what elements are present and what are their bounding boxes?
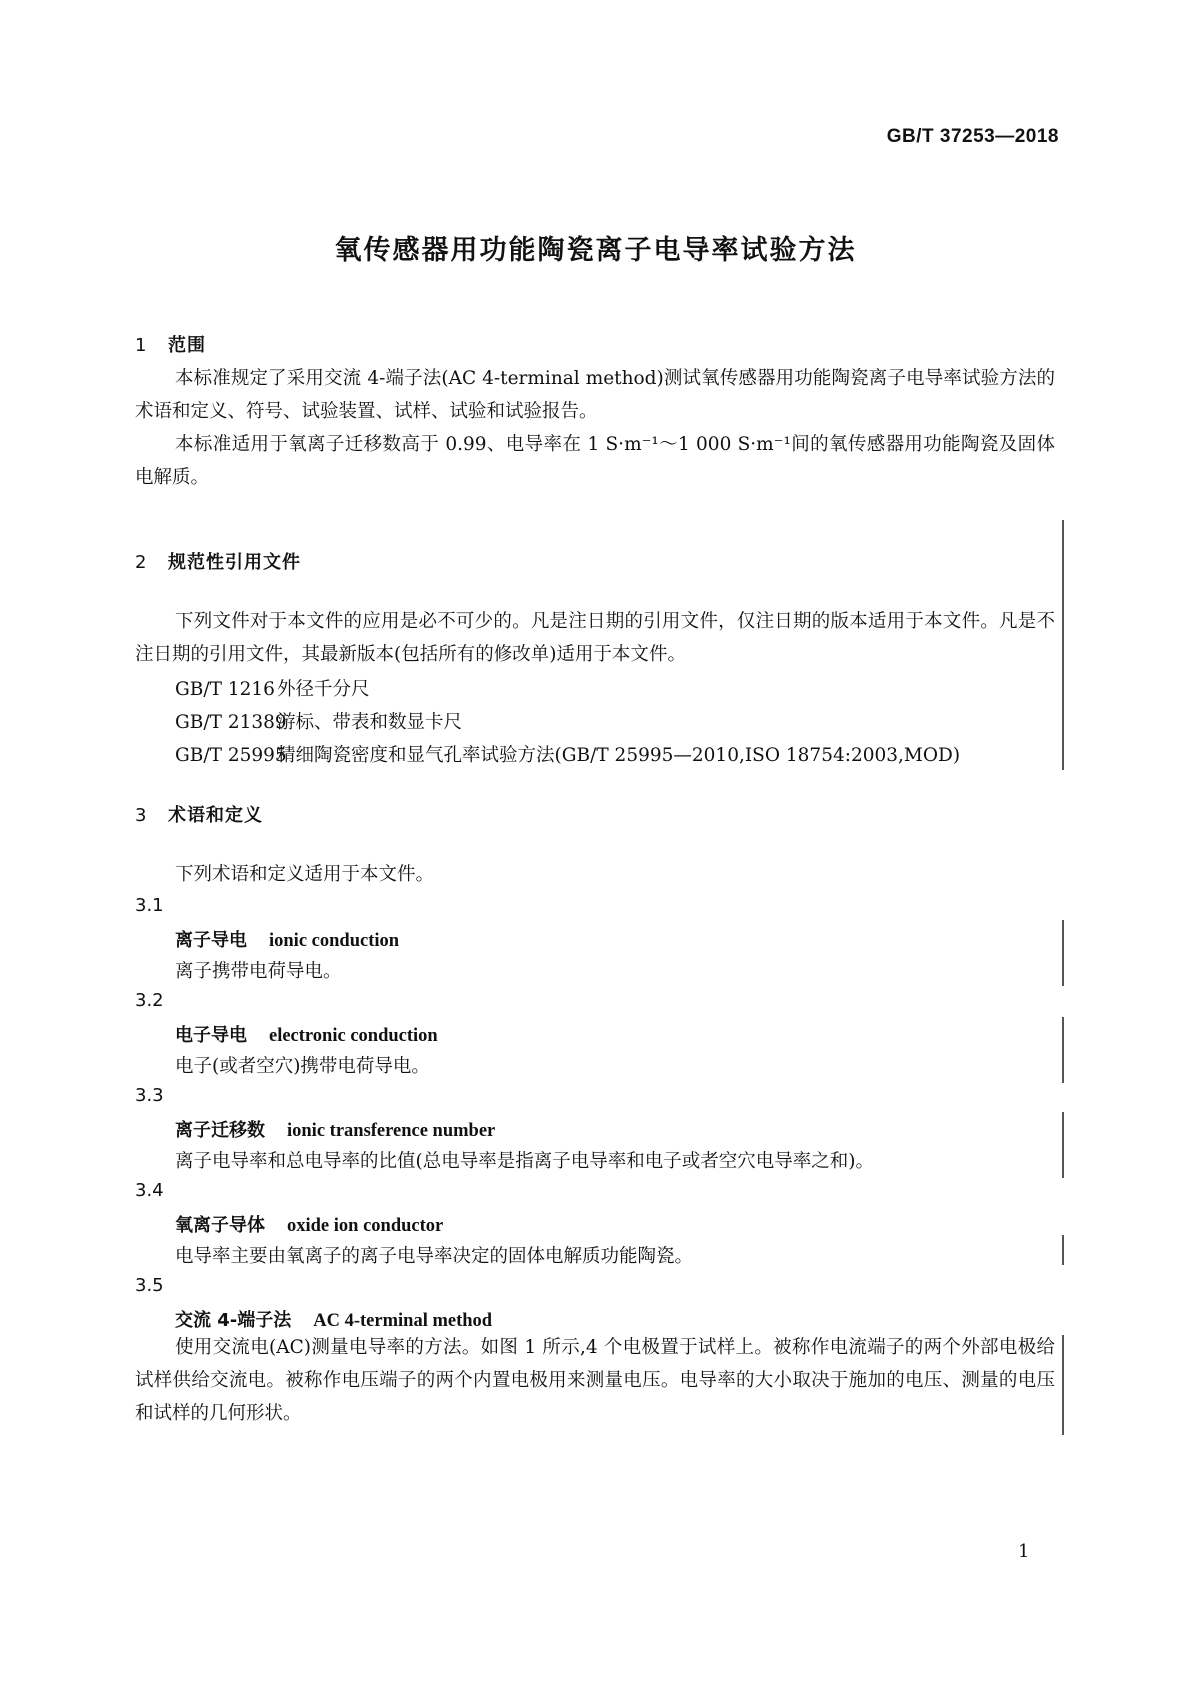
revision-bar: [1062, 520, 1064, 770]
term-definition: 电导率主要由氧离子的离子电导率决定的固体电解质功能陶瓷。: [175, 1246, 694, 1267]
section-3-title: 术语和定义: [168, 805, 263, 826]
term-chinese: 离子迁移数: [175, 1120, 265, 1141]
reference-item: [175, 708, 462, 734]
term-english: ionic conduction: [269, 931, 400, 951]
term-number: 3.4: [135, 1180, 164, 1201]
term-definition: 使用交流电(AC)测量电导率的方法。如图 1 所示,4 个电极置于试样上。被称作电流端子的两个外部电极给试样供给交流电。被称作电压端子的两个内置电极用来测量电压。电导率的大小取决于施加的电压、测量的电压和试样的几何形状。: [135, 1337, 1055, 1424]
term-chinese: 离子导电: [175, 930, 247, 951]
section-2-number: 2: [135, 552, 148, 573]
term-number: 3.1: [135, 895, 164, 916]
term-number: 3.2: [135, 990, 164, 1011]
section-1-heading: [135, 331, 206, 357]
term-english: electronic conduction: [269, 1026, 438, 1046]
term-chinese: 电子导电: [175, 1025, 247, 1046]
section-3-intro: 下列术语和定义适用于本文件。: [175, 864, 435, 885]
revision-bar: [1062, 1017, 1064, 1083]
section-1-paragraph-2: 本标准适用于氧离子迁移数高于 0.99、电导率在 1 S·m⁻¹～1 000 S·m⁻¹间的氧传感器用功能陶瓷及固体电解质。: [135, 434, 1055, 488]
term-english: oxide ion conductor: [287, 1216, 444, 1236]
revision-bar: [1062, 1235, 1064, 1265]
term-number: 3.5: [135, 1275, 164, 1296]
section-1-number: 1: [135, 335, 148, 356]
reference-title: 游标、带表和数显卡尺: [277, 712, 463, 733]
section-3-heading: [135, 801, 263, 827]
term-chinese: 交流 4-端子法: [175, 1310, 292, 1331]
reference-title: 精细陶瓷密度和显气孔率试验方法(GB/T 25995—2010,ISO 18754:2003,MOD): [277, 745, 961, 766]
section-2-paragraph-1: 下列文件对于本文件的应用是必不可少的。凡是注日期的引用文件，仅注日期的版本适用于本文件。凡是不注日期的引用文件，其最新版本(包括所有的修改单)适用于本文件。: [135, 611, 1055, 665]
term-heading: [175, 1306, 492, 1332]
term-definition: 电子(或者空穴)携带电荷导电。: [175, 1056, 430, 1077]
reference-title: 外径千分尺: [277, 679, 370, 700]
term-definition: 离子携带电荷导电。: [175, 961, 342, 982]
section-2-heading: [135, 548, 301, 574]
section-2-title: 规范性引用文件: [168, 552, 301, 573]
reference-code: GB/T 21389: [175, 712, 287, 733]
page-number: 1: [1018, 1541, 1030, 1562]
term-english: ionic transference number: [287, 1121, 496, 1141]
document-title: 氧传感器用功能陶瓷离子电导率试验方法: [334, 235, 857, 266]
term-heading: [175, 1116, 495, 1142]
term-heading: [175, 926, 399, 952]
term-definition: 离子电导率和总电导率的比值(总电导率是指离子电导率和电子或者空穴电导率之和)。: [175, 1151, 874, 1172]
term-number: 3.3: [135, 1085, 164, 1106]
reference-code: GB/T 1216: [175, 679, 275, 700]
reference-code: GB/T 25995: [175, 745, 287, 766]
term-heading: [175, 1211, 443, 1237]
standard-number: GB/T 37253—2018: [886, 126, 1059, 147]
reference-item: [175, 741, 960, 767]
term-english: AC 4-terminal method: [313, 1311, 493, 1331]
term-heading: [175, 1021, 438, 1047]
revision-bar: [1062, 920, 1064, 986]
reference-item: [175, 675, 370, 701]
revision-bar: [1062, 1335, 1064, 1435]
section-1-title: 范围: [168, 335, 206, 356]
section-3-number: 3: [135, 805, 148, 826]
revision-bar: [1062, 1112, 1064, 1178]
section-1-paragraph-1: 本标准规定了采用交流 4-端子法(AC 4-terminal method)测试氧传感器用功能陶瓷离子电导率试验方法的术语和定义、符号、试验装置、试样、试验和试验报告。: [135, 368, 1055, 422]
term-chinese: 氧离子导体: [175, 1215, 265, 1236]
